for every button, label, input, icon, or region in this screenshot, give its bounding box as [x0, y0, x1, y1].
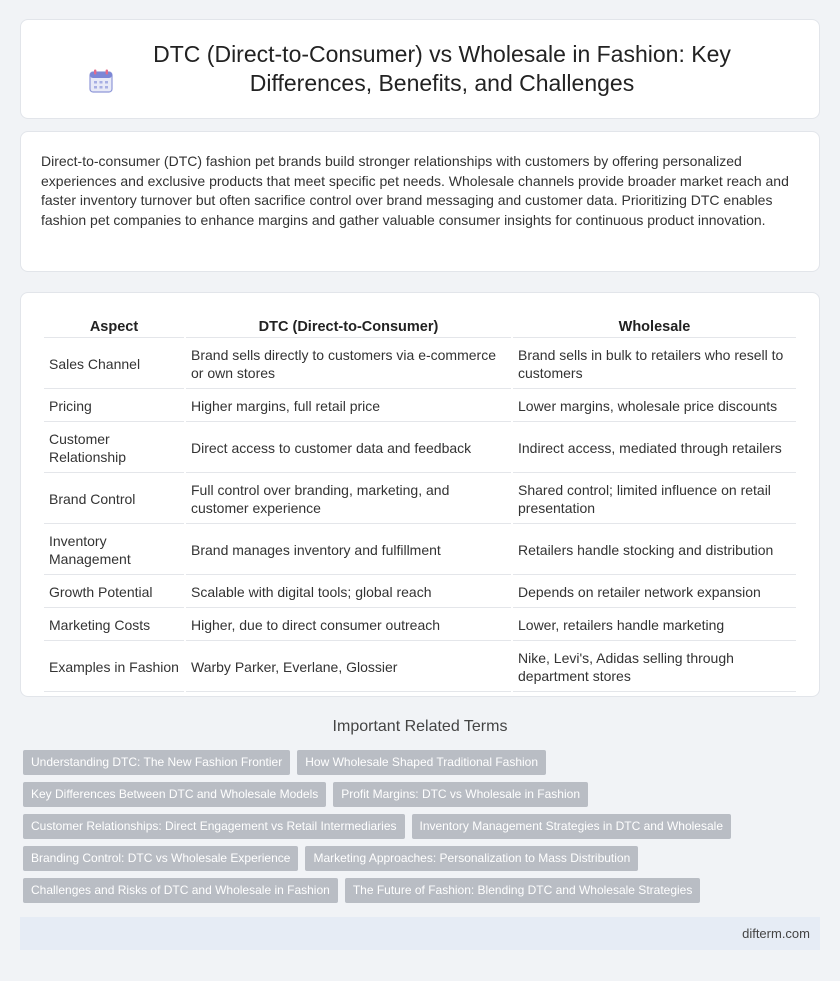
comparison-table — [42, 309, 798, 694]
title-wrap — [70, 40, 770, 98]
table-row — [44, 610, 796, 641]
table-header-row — [44, 311, 796, 338]
cell-wholesale: Lower, retailers handle marketing — [513, 610, 796, 641]
related-term-link[interactable]: Marketing Approaches: Personalization to Mass Distribution — [305, 846, 638, 871]
table-row — [44, 424, 796, 473]
footer — [20, 917, 820, 950]
page-title: DTC (Direct-to-Consumer) vs Wholesale in Fashion: Key Differences, Benefits, and Challenges — [153, 41, 731, 96]
cell-wholesale: Lower margins, wholesale price discounts — [513, 391, 796, 422]
cell-wholesale: Nike, Levi's, Adidas selling through department stores — [513, 643, 796, 692]
cell-wholesale: Retailers handle stocking and distribution — [513, 526, 796, 575]
header-dtc: DTC (Direct-to-Consumer) — [186, 311, 511, 338]
cell-dtc: Higher, due to direct consumer outreach — [186, 610, 511, 641]
cell-aspect: Sales Channel — [44, 340, 184, 389]
footer-site-link[interactable]: difterm.com — [742, 926, 810, 941]
cell-dtc: Full control over branding, marketing, and customer experience — [186, 475, 511, 524]
cell-dtc: Brand manages inventory and fulfillment — [186, 526, 511, 575]
table-row — [44, 526, 796, 575]
cell-aspect: Inventory Management — [44, 526, 184, 575]
comparison-table-card — [20, 292, 820, 697]
cell-aspect: Pricing — [44, 391, 184, 422]
table-row — [44, 391, 796, 422]
related-terms-list — [23, 750, 823, 910]
cell-wholesale: Brand sells in bulk to retailers who resell to customers — [513, 340, 796, 389]
cell-wholesale: Indirect access, mediated through retailers — [513, 424, 796, 473]
header-aspect: Aspect — [44, 311, 184, 338]
intro-card — [20, 131, 820, 272]
cell-aspect: Marketing Costs — [44, 610, 184, 641]
related-terms-title: Important Related Terms — [332, 718, 508, 735]
table-row — [44, 475, 796, 524]
cell-wholesale: Depends on retailer network expansion — [513, 577, 796, 608]
related-term-link[interactable]: Challenges and Risks of DTC and Wholesale in Fashion — [23, 878, 338, 903]
cell-dtc: Higher margins, full retail price — [186, 391, 511, 422]
related-term-link[interactable]: Customer Relationships: Direct Engagement vs Retail Intermediaries — [23, 814, 405, 839]
related-term-link[interactable]: Inventory Management Strategies in DTC and Wholesale — [412, 814, 732, 839]
related-term-link[interactable]: Understanding DTC: The New Fashion Frontier — [23, 750, 290, 775]
cell-aspect: Examples in Fashion — [44, 643, 184, 692]
table-row — [44, 340, 796, 389]
cell-aspect: Brand Control — [44, 475, 184, 524]
cell-wholesale: Shared control; limited influence on retail presentation — [513, 475, 796, 524]
cell-aspect: Customer Relationship — [44, 424, 184, 473]
cell-dtc: Scalable with digital tools; global reach — [186, 577, 511, 608]
related-term-link[interactable]: The Future of Fashion: Blending DTC and Wholesale Strategies — [345, 878, 701, 903]
header-wholesale: Wholesale — [513, 311, 796, 338]
cell-dtc: Warby Parker, Everlane, Glossier — [186, 643, 511, 692]
related-term-link[interactable]: Key Differences Between DTC and Wholesale Models — [23, 782, 326, 807]
related-term-link[interactable]: Profit Margins: DTC vs Wholesale in Fashion — [333, 782, 588, 807]
cell-aspect: Growth Potential — [44, 577, 184, 608]
title-card — [20, 19, 820, 119]
table-row — [44, 643, 796, 692]
table-row — [44, 577, 796, 608]
cell-dtc: Direct access to customer data and feedback — [186, 424, 511, 473]
related-term-link[interactable]: Branding Control: DTC vs Wholesale Experience — [23, 846, 298, 871]
related-term-link[interactable]: How Wholesale Shaped Traditional Fashion — [297, 750, 546, 775]
cell-dtc: Brand sells directly to customers via e-commerce or own stores — [186, 340, 511, 389]
calendar-icon — [88, 68, 114, 94]
intro-paragraph: Direct-to-consumer (DTC) fashion pet brands build stronger relationships with customers by offering personalized experiences and exclusive products that meet specific pet needs. Wholesale channels provide broader market reach and faster inventory turnover but often sacrifice control over brand messaging and customer data. Prioritizing DTC enables fashion pet companies to enhance margins and gather valuable consumer insights for continuous product innovation. — [41, 153, 789, 228]
